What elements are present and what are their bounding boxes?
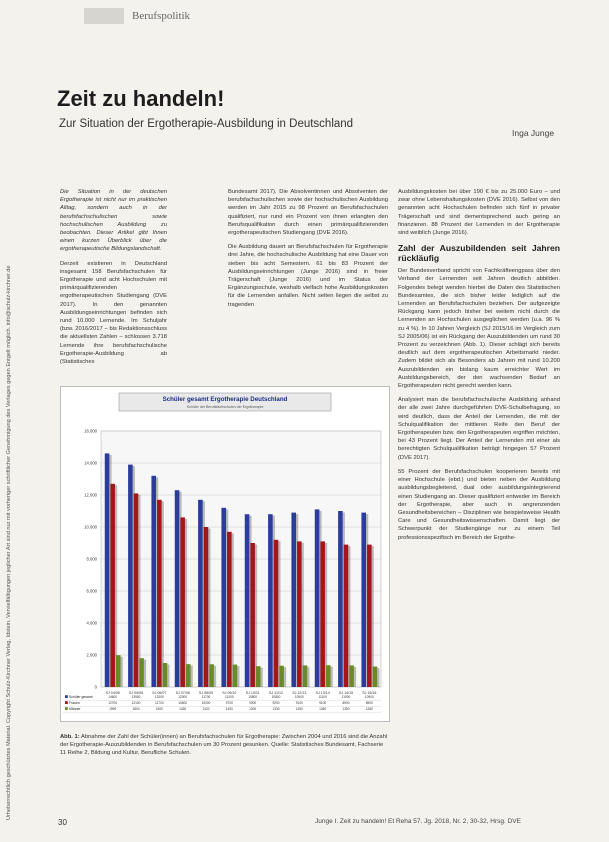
y-tick-label: 6.000 bbox=[86, 588, 97, 594]
x-tick-label: SJ 08/09 bbox=[198, 691, 214, 695]
bar bbox=[134, 493, 139, 687]
x-tick-label: SJ 15/16 bbox=[362, 691, 377, 695]
data-label: 1990 bbox=[109, 707, 117, 711]
bar-shadow bbox=[284, 667, 286, 687]
data-label: 10600 bbox=[178, 701, 188, 705]
bar-shadow bbox=[144, 660, 146, 687]
data-label: 1430 bbox=[179, 707, 187, 711]
article-subtitle: Zur Situation der Ergotherapie-Ausbildung in Deutschland bbox=[59, 118, 354, 130]
bar-shadow bbox=[354, 667, 356, 687]
caption-label: Abb. 1: bbox=[60, 734, 80, 740]
data-label: 11200 bbox=[225, 695, 234, 699]
x-tick-label: SJ 05/06 bbox=[128, 691, 144, 695]
bar bbox=[105, 453, 110, 687]
bar-shadow bbox=[331, 667, 333, 687]
body-paragraph: Die Ausbildung dauert an Berufsfachschulen für Ergotherapie drei Jahre, die hochschulische Ausbildung hat eine Dauer von sieben bis acht Semestern. 61 bis 83 Prozent der Ausbildungseinrichtungen (Junge 2016) sind in freier Trägerschaft (Junge 2016) und im Status der Ergänzungsschule, weshalb vielfach hohe Ausbildungskosten für die Lernenden anfallen. Nicht selten liegen die selbst zu tragenden bbox=[228, 244, 388, 308]
bar bbox=[274, 540, 279, 687]
data-label: 10900 bbox=[294, 695, 304, 699]
y-tick-label: 0 bbox=[94, 684, 97, 690]
bar bbox=[320, 541, 325, 687]
bar bbox=[245, 514, 250, 687]
y-tick-label: 16.000 bbox=[84, 428, 97, 434]
bar bbox=[367, 545, 372, 687]
section-heading: Zahl der Auszubildenden seit Jahren rückläufig bbox=[398, 243, 560, 264]
body-paragraph: Analysiert man die berufsfachschulische Ausbildung anhand der alle zwei Jahre durchgeführten DVE-Schulbefragung, so wird deutlich, dass der Anteil der Lernenden, die mit der Schulqualifikation der mittleren Reife den Beruf der Ergotherapeuten bzw. den Ergotherapeuten ergriffen möchten, bei 43 Prozent liegt. Der Anteil der Lernenden mit einer als berechtigten Schulqualifikation beträgt hingegen 57 Prozent (DVE 2017). bbox=[398, 397, 560, 461]
bar bbox=[233, 665, 238, 687]
body-paragraph: Derzeit existieren in Deutschland insgesamt 158 Berufsfachschulen für Ergotherapie und acht Hochschulen mit primärqualifizierenden ergotherapeutischen Studiengang (DVE 2017). In den genannten Ausbildungseinrichtungen befinden sich rund 10.000 Lernende. Im Schuljahr (bzw. 2016/2017 – bis Redaktionsschluss die aktuellsten Zahlen – schlossen 3.718 Lernende ihre berufsfachschulische Ergotherapie-Ausbildung ab (Statistisches bbox=[60, 260, 167, 366]
data-label: 8900 bbox=[342, 701, 350, 705]
x-tick-label: SJ 10/11 bbox=[245, 691, 260, 695]
intro-paragraph: Die Situation in der deutschen Ergotherapie ist nicht nur im praktischen Alltag, sondern auch in der berufsfachschulischen sowie hochschulischen Ausbildung zu beobachten. Dieser Artikel gibt Ihnen einen kurzen Überblick über die ergotherapeutische Bildungslandschaft. bbox=[60, 189, 167, 253]
bar bbox=[373, 667, 378, 687]
chart-title: Schüler gesamt Ergotherapie Deutschland bbox=[162, 396, 288, 403]
bar bbox=[175, 490, 180, 687]
body-paragraph: Der Bundesverband spricht von Fachkräfteengpass über den Verband der Lernenden seit Jahren deutlich abbilden. Folgendes belegt wenden hierbei die Daten des Statistischen Bundesamtes, die sich bisher leider lediglich auf die Lernenden an Berufsfachschulen beziehen. Der aufgezeigte Rückgang kann jedoch bisher bei weitem nicht durch die Lernenden an Hochschulen ausgeglichen werden (u.a. 96 % zu 4 %). In 10 Jahren Vergleich (SJ 2015/16 im Vergleich zum SJ 2005/06) ist ein Rückgang der Auszubildenden um rund 30 Prozent zu verzeichnen (Abb. 1). Dieser schlägt sich bereits deutlich auf dem ergotherapeutischen Arbeitsmarkt nieder. Zudem bildet sich als Besonders ab Jahren mit rund 10.200 Auszubildenden ein bislang kaum erreichter Wert im Ausbildungsbereich, der den wachsenden Bedarf an Ergotherapeuten nicht gerecht werden kann. bbox=[398, 268, 560, 390]
bar bbox=[297, 541, 302, 687]
caption-text: Abnahme der Zahl der Schüler(innen) an Berufsfachschulen für Ergotherapie: Zwischen 2004 und 2016 sind die Anzahl der Ergotherapie-Auszubildenden in Berufsfachschulen um 30 Prozent gesunken. Quelle: Statistisches Bundesamt, Fachserie 11 Reihe 2, Bildung und Kultur, Berufliche Schulen. bbox=[60, 734, 388, 756]
bar-shadow bbox=[121, 657, 123, 687]
text-column-2 bbox=[228, 188, 388, 378]
bar bbox=[128, 465, 133, 687]
bar bbox=[204, 527, 209, 687]
bar-shadow bbox=[377, 668, 379, 687]
y-tick-label: 2.000 bbox=[86, 652, 97, 658]
bar-shadow bbox=[307, 667, 309, 687]
x-tick-label: SJ 11/12 bbox=[269, 691, 283, 695]
article-author: Inga Junge bbox=[512, 128, 555, 138]
data-label: 1400 bbox=[225, 707, 233, 711]
bar bbox=[349, 665, 354, 687]
data-label: 11700 bbox=[201, 695, 211, 699]
bar-shadow bbox=[232, 533, 234, 687]
bar-shadow bbox=[302, 543, 304, 687]
section-rubric: Berufspolitik bbox=[132, 10, 191, 22]
body-paragraph: 55 Prozent der Berufsfachschulen kooperieren bereits mit einer Hochschule (ebd.) und bieten neben der Ausbildung ausbildungsbegleitend, dual oder ausbildungsintegrierend einen Studiengang an. Dieser qualifiziert entweder im Bereich der Ergotherapie, aber auch in angrenzenden Gesundheitsbereichen – Disziplinen wie beispielsweise Health Care und Gesundheitswissenschaften. Damit liegt der Schwerpunkt der Studiengänge nur zu einem Teil professionsspezifisch im Bereich der Ergothe- bbox=[398, 468, 560, 541]
figure-chart bbox=[60, 386, 390, 722]
text-column-1 bbox=[60, 188, 167, 378]
legend-swatch bbox=[65, 701, 68, 704]
bar-shadow bbox=[208, 529, 210, 688]
bar bbox=[291, 513, 296, 687]
x-tick-label: SJ 06/07 bbox=[152, 691, 167, 695]
bar-shadow bbox=[162, 501, 164, 687]
bar bbox=[344, 545, 349, 687]
bar bbox=[198, 500, 203, 687]
bar bbox=[151, 476, 156, 687]
y-tick-label: 14.000 bbox=[84, 460, 97, 466]
legend-swatch bbox=[65, 707, 68, 710]
data-label: 9100 bbox=[295, 701, 303, 705]
data-label: 1500 bbox=[155, 707, 163, 711]
data-label: 9100 bbox=[319, 701, 327, 705]
body-paragraph: Ausbildungskosten bei über 190 € bis zu 25.000 Euro – und zwar ohne Lebenshaltungskosten (DVE 2016). Selbst von den genannten acht Hochschulen befinden sich fünf in privater Trägerschaft und sind dementsprechend auch gering an finanzieren. 88 Prozent der Lernenden in der Ergotherapie sind weiblich (Junge 2016). bbox=[398, 189, 560, 237]
data-label: 1330 bbox=[272, 707, 280, 711]
bar bbox=[326, 665, 331, 687]
bar-shadow bbox=[255, 545, 257, 688]
x-tick-label: SJ 13/14 bbox=[315, 691, 330, 695]
rubric-bar bbox=[84, 8, 124, 24]
bar-shadow bbox=[261, 668, 263, 687]
data-label: 1800 bbox=[132, 707, 140, 711]
text-column-3 bbox=[398, 188, 560, 784]
y-tick-label: 12.000 bbox=[84, 492, 97, 498]
bar bbox=[116, 655, 121, 687]
data-label: 10000 bbox=[201, 701, 211, 705]
bar-shadow bbox=[138, 495, 140, 687]
legend-swatch bbox=[65, 695, 68, 698]
data-label: 1300 bbox=[249, 707, 257, 711]
bar bbox=[315, 509, 320, 687]
x-tick-label: SJ 14/15 bbox=[338, 691, 354, 695]
bar bbox=[221, 508, 226, 687]
bar-shadow bbox=[214, 666, 216, 687]
y-tick-label: 4.000 bbox=[86, 620, 97, 626]
data-label: 9200 bbox=[272, 701, 280, 705]
legend-label: Frauen bbox=[69, 701, 80, 705]
bar bbox=[268, 514, 273, 687]
bar-shadow bbox=[237, 666, 239, 687]
data-label: 11100 bbox=[318, 695, 327, 699]
body-paragraph: Bundesamt 2017). Die Absolventinnen und Absolventen der berufsfachschulischen sowie der hochschulischen Ausbildung werden im Jahr 2015 zu 98 Prozent an Berufsfachschulen qualifiziert, nur rund ein Prozent von ihnen erlangten den Berufsqualifikation durch einen primärqualifizierenden ergotherapeutischen Studiengang (DVE 2016). bbox=[228, 189, 388, 237]
x-tick-label: SJ 09/10 bbox=[222, 691, 237, 695]
bar-shadow bbox=[185, 519, 187, 687]
x-tick-label: SJ 04/05 bbox=[105, 691, 120, 695]
bar bbox=[303, 665, 308, 687]
data-label: 13900 bbox=[131, 695, 141, 699]
bar-shadow bbox=[278, 541, 280, 687]
bar bbox=[157, 500, 162, 687]
x-tick-label: SJ 07/08 bbox=[175, 691, 190, 695]
legend-label: Männer bbox=[69, 707, 81, 711]
y-tick-label: 8.000 bbox=[86, 556, 97, 562]
bar-shadow bbox=[372, 546, 374, 687]
data-label: 10900 bbox=[364, 695, 374, 699]
citation-footer: Junge I. Zeit zu handeln! Et Reha 57. Jg. 2018, Nr. 2, 30-32, Hrsg. DVE bbox=[315, 818, 521, 825]
data-label: 9000 bbox=[249, 701, 257, 705]
data-label: 12100 bbox=[131, 701, 141, 705]
bar-shadow bbox=[191, 666, 193, 687]
data-label: 14600 bbox=[108, 695, 118, 699]
data-label: 11700 bbox=[155, 701, 164, 705]
bar bbox=[180, 517, 185, 687]
data-label: 1350 bbox=[295, 707, 303, 711]
data-label: 1420 bbox=[202, 707, 210, 711]
bar bbox=[139, 658, 144, 687]
data-label: 1360 bbox=[319, 707, 327, 711]
bar bbox=[227, 532, 232, 687]
bar bbox=[163, 663, 168, 687]
data-label: 9700 bbox=[225, 701, 233, 705]
chart-subtitle: Schüler der Berufsfachschulen der Ergotherapie bbox=[186, 405, 264, 409]
data-label: 12300 bbox=[178, 695, 188, 699]
bar-chart bbox=[61, 387, 389, 721]
y-tick-label: 10.000 bbox=[84, 524, 97, 530]
data-label: 10800 bbox=[271, 695, 281, 699]
bar bbox=[279, 666, 284, 687]
data-label: 13200 bbox=[154, 695, 164, 699]
data-label: 10800 bbox=[248, 695, 258, 699]
data-label: 1280 bbox=[365, 707, 373, 711]
bar bbox=[338, 511, 343, 687]
legend-label: Schüler gesamt bbox=[69, 695, 93, 699]
data-label: 11000 bbox=[341, 695, 351, 699]
article-title: Zeit zu handeln! bbox=[57, 86, 225, 111]
data-label: 12700 bbox=[108, 701, 118, 705]
bar bbox=[186, 664, 191, 687]
x-tick-label: SJ 12/13 bbox=[292, 691, 307, 695]
figure-caption bbox=[60, 733, 390, 757]
bar-shadow bbox=[167, 665, 169, 688]
bar bbox=[209, 664, 214, 687]
data-label: 1350 bbox=[342, 707, 350, 711]
bar bbox=[250, 543, 255, 687]
bar bbox=[256, 666, 261, 687]
data-label: 8900 bbox=[365, 701, 373, 705]
copyright-side-note: Urheberrechtlich geschütztes Material. Copyright Schulz-Kirchner Verlag, Idstein. Vervielfältigungen jeglicher Art sind nur mit vorheriger schriftlicher Genehmigung des Verlages gegen Entgelt möglich. info@schulz-kirchner.de bbox=[6, 265, 12, 820]
bar bbox=[361, 513, 366, 687]
bar bbox=[110, 484, 115, 687]
page-number: 30 bbox=[58, 818, 67, 827]
